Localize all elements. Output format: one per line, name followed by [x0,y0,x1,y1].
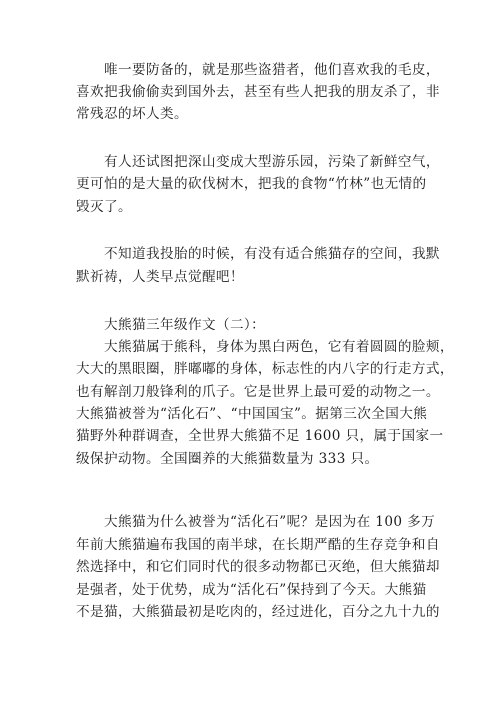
text-line: 猫野外种群调查，全世界大熊猫不足 1600 只，属于国家一 [76,428,444,444]
text-line: 大熊猫属于熊科，身体为黑白两色，它有着圆圆的脸颊， [104,339,454,355]
text-line: 年前大熊猫遍布我国的南半球，在长期严酷的生存竞争和自 [76,537,440,553]
text-line: 是强者，处于优势，成为“活化石”保持到了今天。大熊猫 [76,582,427,598]
text-line: 不是猫，大熊猫最初是吃肉的，经过进化，百分之九十九的 [76,604,440,620]
text-line: 级保护动物。全国圈养的大熊猫数量为 333 只。 [76,451,379,467]
text-line: 更可怕的是大量的砍伐树木，把我的食物“竹林”也无情的 [76,176,427,192]
text-line: 大熊猫被誉为“活化石”、“中国国宝”。据第三次全国大熊 [76,406,428,422]
section-heading: 大熊猫三年级作文（二）： [104,317,266,333]
text-line: 不知道我投胎的时候，有没有适合熊猫存的空间，我默 [104,246,440,262]
text-line: 毁灭了。 [76,199,132,215]
text-line: 大熊猫为什么被誉为“活化石”呢？是因为在 100 多万 [104,514,436,530]
text-line: 大大的黑眼圈，胖嘟嘟的身体，标志性的内八字的行走方式， [76,361,454,377]
text-line: 唯一要防备的，就是那些盗猎者，他们喜欢我的毛皮， [104,62,440,78]
text-line: 也有解剖刀般锋利的爪子。它是世界上最可爱的动物之一。 [76,384,440,400]
text-line: 有人还试图把深山变成大型游乐园，污染了新鲜空气， [104,154,440,170]
text-line: 喜欢把我偷偷卖到国外去，甚至有些人把我的朋友杀了，非 [76,84,440,100]
text-line: 常残忍的坏人类。 [76,106,188,122]
text-line: 默祈祷，人类早点觉醒吧！ [76,269,244,285]
text-line: 然选择中，和它们同时代的很多动物都已灭绝，但大熊猫却 [76,559,440,575]
